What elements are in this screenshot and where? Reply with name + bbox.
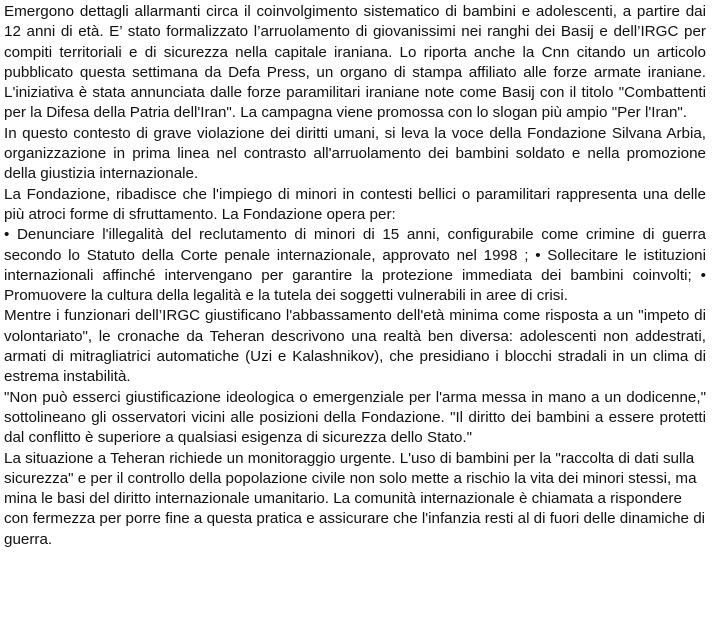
- paragraph-quote: "Non può esserci giustificazione ideologica o emergenziale per l'arma messa in mano a un dodicenne," sottolineano gli osservatori vicini alle posizioni della Fondazione. "Il diritto dei bambini a essere protetti dal conflitto è superiore a qualsiasi esigenza di sicurezza dello Stato.": [4, 388, 706, 447]
- paragraph-intro: Emergono dettagli allarmanti circa il coinvolgimento sistematico di bambini e adolescenti, a partire dai 12 anni di età. E’ stato formalizzato l’arruolamento di giovanissimi nei ranghi dei Basij e dell’IRGC per compiti territoriali e di sicurezza nella capitale iraniana. Lo riporta anche la Cnn citando un articolo pubblicato questa settimana da Defa Press, un organo di stampa affiliato alle forze armate iraniane. L'iniziativa è stata annunciata dalle forze paramilitari iraniane note come Basij con il titolo "Combattenti per la Difesa della Patria dell'Iran". La campagna viene promossa con lo slogan più ampio "Per l'Iran".: [4, 3, 706, 122]
- document-body: [4, 2, 706, 550]
- paragraph-foundation-actions: • Denunciare l'illegalità del reclutamento di minori di 15 anni, configurabile come crimine di guerra secondo lo Statuto della Corte penale internazionale, approvato nel 1998 ; • Sollecitare le istituzioni internazionali affinché intervengano per garantire la protezione immediata dei bambini coinvolti; • Promuovere la cultura della legalità e la tutela dei soggetti vulnerabili in aree di crisi.: [4, 226, 706, 305]
- paragraph-irgc-justification: Mentre i funzionari dell’IRGC giustificano l'abbassamento dell'età minima come risposta a un "impeto di volontariato", le cronache da Teheran descrivono una realtà ben diversa: adolescenti non addestrati, armati di mitragliatrici automatiche (Uzi e Kalashnikov), che presidiano i blocchi stradali in un clima di estrema instabilità.: [4, 307, 706, 386]
- paragraph-foundation-statement: La Fondazione, ribadisce che l'impiego di minori in contesti bellici o paramilitari rappresenta una delle più atroci forme di sfruttamento. La Fondazione opera per:: [4, 185, 706, 223]
- paragraph-conclusion: La situazione a Teheran richiede un monitoraggio urgente. L'uso di bambini per la "raccolta di dati sulla sicurezza" e per il controllo della popolazione civile non solo mette a rischio la vita dei minori stessi, ma mina le basi del diritto internazionale umanitario. La comunità internazionale è chiamata a rispondere con fermezza per porre fine a questa pratica e assicurare che l'infanzia resti al di fuori delle dinamiche di guerra.: [4, 449, 706, 548]
- paragraph-foundation-voice: In questo contesto di grave violazione dei diritti umani, si leva la voce della Fondazione Silvana Arbia, organizzazione in prima linea nel contrasto all'arruolamento dei bambini soldato e nella promozione della giustizia internazionale.: [4, 124, 706, 183]
